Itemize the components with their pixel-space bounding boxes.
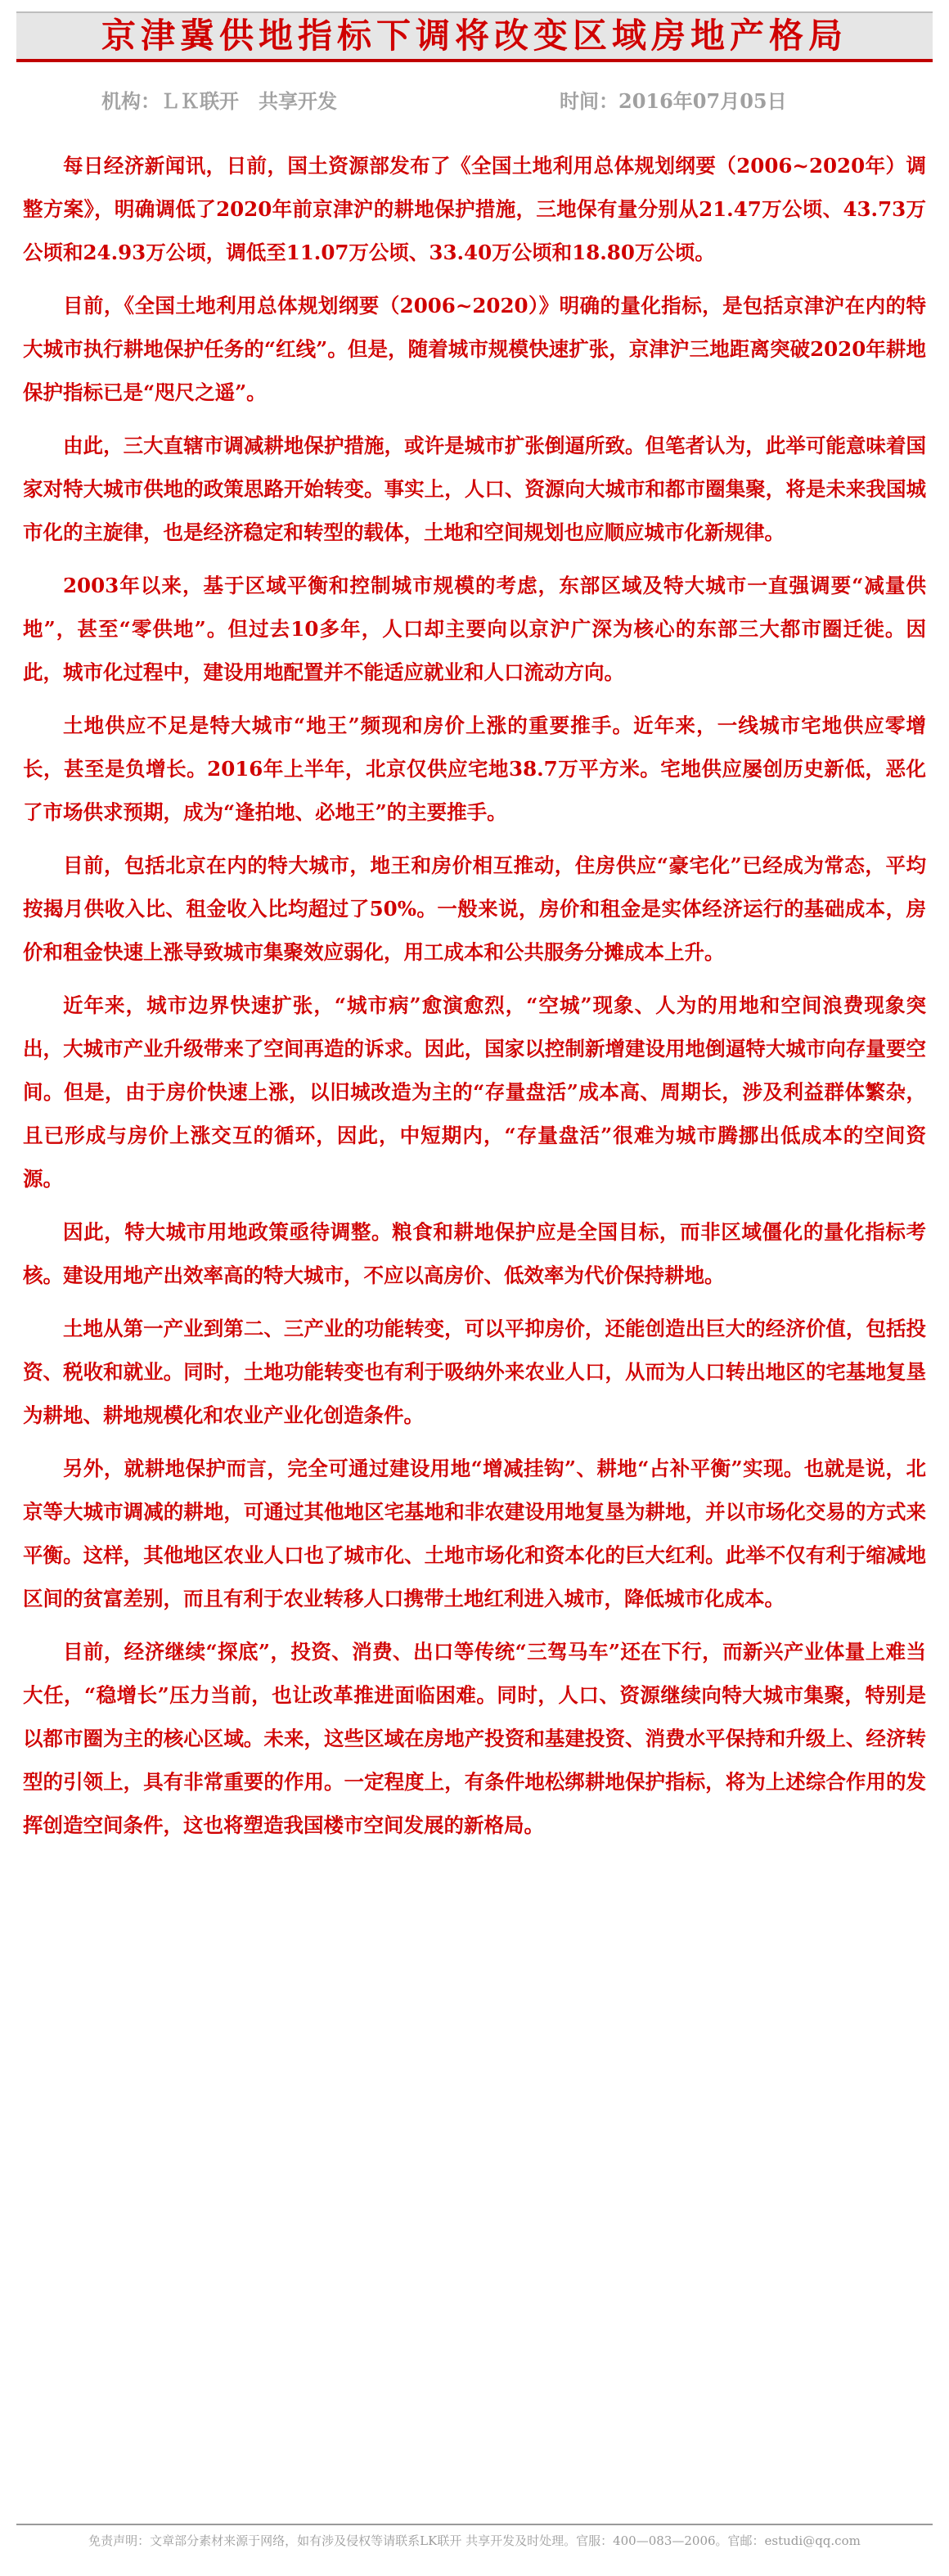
footer-divider [16, 2524, 933, 2525]
paragraph: 另外，就耕地保护而言，完全可通过建设用地“增减挂钩”、耕地“占补平衡”实现。也就是说，北京等大城市调减的耕地，可通过其他地区宅基地和非农建设用地复垦为耕地，并以市场化交易的方式来平衡。这样，其他地区农业人口也了城市化、土地市场化和资本化的巨大红利。此举不仅有利于缩减地区间的贫富差别，而且有利于农业转移人口携带土地红利进入城市，降低城市化成本。 [23, 1457, 926, 1610]
paragraph: 近年来，城市边界快速扩张，“城市病”愈演愈烈，“空城”现象、人为的用地和空间浪费现象突出，大城市产业升级带来了空间再造的诉求。因此，国家以控制新增建设用地倒逼特大城市向存量要空间。但是，由于房价快速上涨，以旧城改造为主的“存量盘活”成本高、周期长，涉及利益群体繁杂，且已形成与房价上涨交互的循环，因此，中短期内，“存量盘活”很难为城市腾挪出低成本的空间资源。 [23, 993, 926, 1191]
paragraph: 因此，特大城市用地政策亟待调整。粮食和耕地保护应是全国目标，而非区域僵化的量化指标考核。建设用地产出效率高的特大城市，不应以高房价、低效率为代价保持耕地。 [23, 1220, 926, 1287]
paragraph: 每日经济新闻讯，日前，国土资源部发布了《全国土地利用总体规划纲要（2006~2020年）调整方案》，明确调低了2020年前京津沪的耕地保护措施，三地保有量分别从21.47万公顷、43.73万公顷和24.93万公顷，调低至11.07万公顷、33.40万公顷和18.80万公顷。 [23, 154, 926, 264]
publish-time: 时间：2016年07月05日 [560, 89, 787, 113]
paragraph: 目前，包括北京在内的特大城市，地王和房价相互推动，住房供应“豪宅化”已经成为常态，平均按揭月供收入比、租金收入比均超过了50%。一般来说，房价和租金是实体经济运行的基础成本，房价和租金快速上涨导致城市集聚效应弱化，用工成本和公共服务分摊成本上升。 [23, 853, 926, 964]
article-body [23, 144, 926, 1857]
title-banner [16, 11, 933, 62]
paragraph: 2003年以来，基于区域平衡和控制城市规模的考虑，东部区域及特大城市一直强调要“减量供地”，甚至“零供地”。但过去10多年，人口却主要向以京沪广深为核心的东部三大都市圈迁徙。因此，城市化过程中，建设用地配置并不能适应就业和人口流动方向。 [23, 574, 926, 684]
source-org: 机构：ＬＫ联开 共享开发 [101, 89, 337, 113]
article-title: 京津冀供地指标下调将改变区域房地产格局 [101, 16, 848, 56]
disclaimer-footer: 免责声明：文章部分素材来源于网络，如有涉及侵权等请联系LK联开 共享开发及时处理。官服：400—083—2006。官邮：estudi@qq.com [88, 2533, 861, 2548]
paragraph: 土地供应不足是特大城市“地王”频现和房价上涨的重要推手。近年来，一线城市宅地供应零增长，甚至是负增长。2016年上半年，北京仅供应宅地38.7万平方米。宅地供应屡创历史新低，恶化了市场供求预期，成为“逢拍地、必地王”的主要推手。 [23, 714, 926, 824]
paragraph: 目前，经济继续“探底”，投资、消费、出口等传统“三驾马车”还在下行，而新兴产业体量上难当大任，“稳增长”压力当前，也让改革推进面临困难。同时，人口、资源继续向特大城市集聚，特别是以都市圈为主的核心区域。未来，这些区域在房地产投资和基建投资、消费水平保持和升级上、经济转型的引领上，具有非常重要的作用。一定程度上，有条件地松绑耕地保护指标，将为上述综合作用的发挥创造空间条件，这也将塑造我国楼市空间发展的新格局。 [23, 1640, 926, 1837]
paragraph: 由此，三大直辖市调减耕地保护措施，或许是城市扩张倒逼所致。但笔者认为，此举可能意味着国家对特大城市供地的政策思路开始转变。事实上，人口、资源向大城市和都市圈集聚，将是未来我国城市化的主旋律，也是经济稳定和转型的载体，土地和空间规划也应顺应城市化新规律。 [23, 434, 926, 544]
paragraph: 土地从第一产业到第二、三产业的功能转变，可以平抑房价，还能创造出巨大的经济价值，包括投资、税收和就业。同时，土地功能转变也有利于吸纳外来农业人口，从而为人口转出地区的宅基地复垦为耕地、耕地规模化和农业产业化创造条件。 [23, 1317, 926, 1427]
paragraph: 目前，《全国土地利用总体规划纲要（2006~2020）》明确的量化指标，是包括京津沪在内的特大城市执行耕地保护任务的“红线”。但是，随着城市规模快速扩张，京津沪三地距离突破2020年耕地保护指标已是“咫尺之遥”。 [23, 294, 926, 404]
